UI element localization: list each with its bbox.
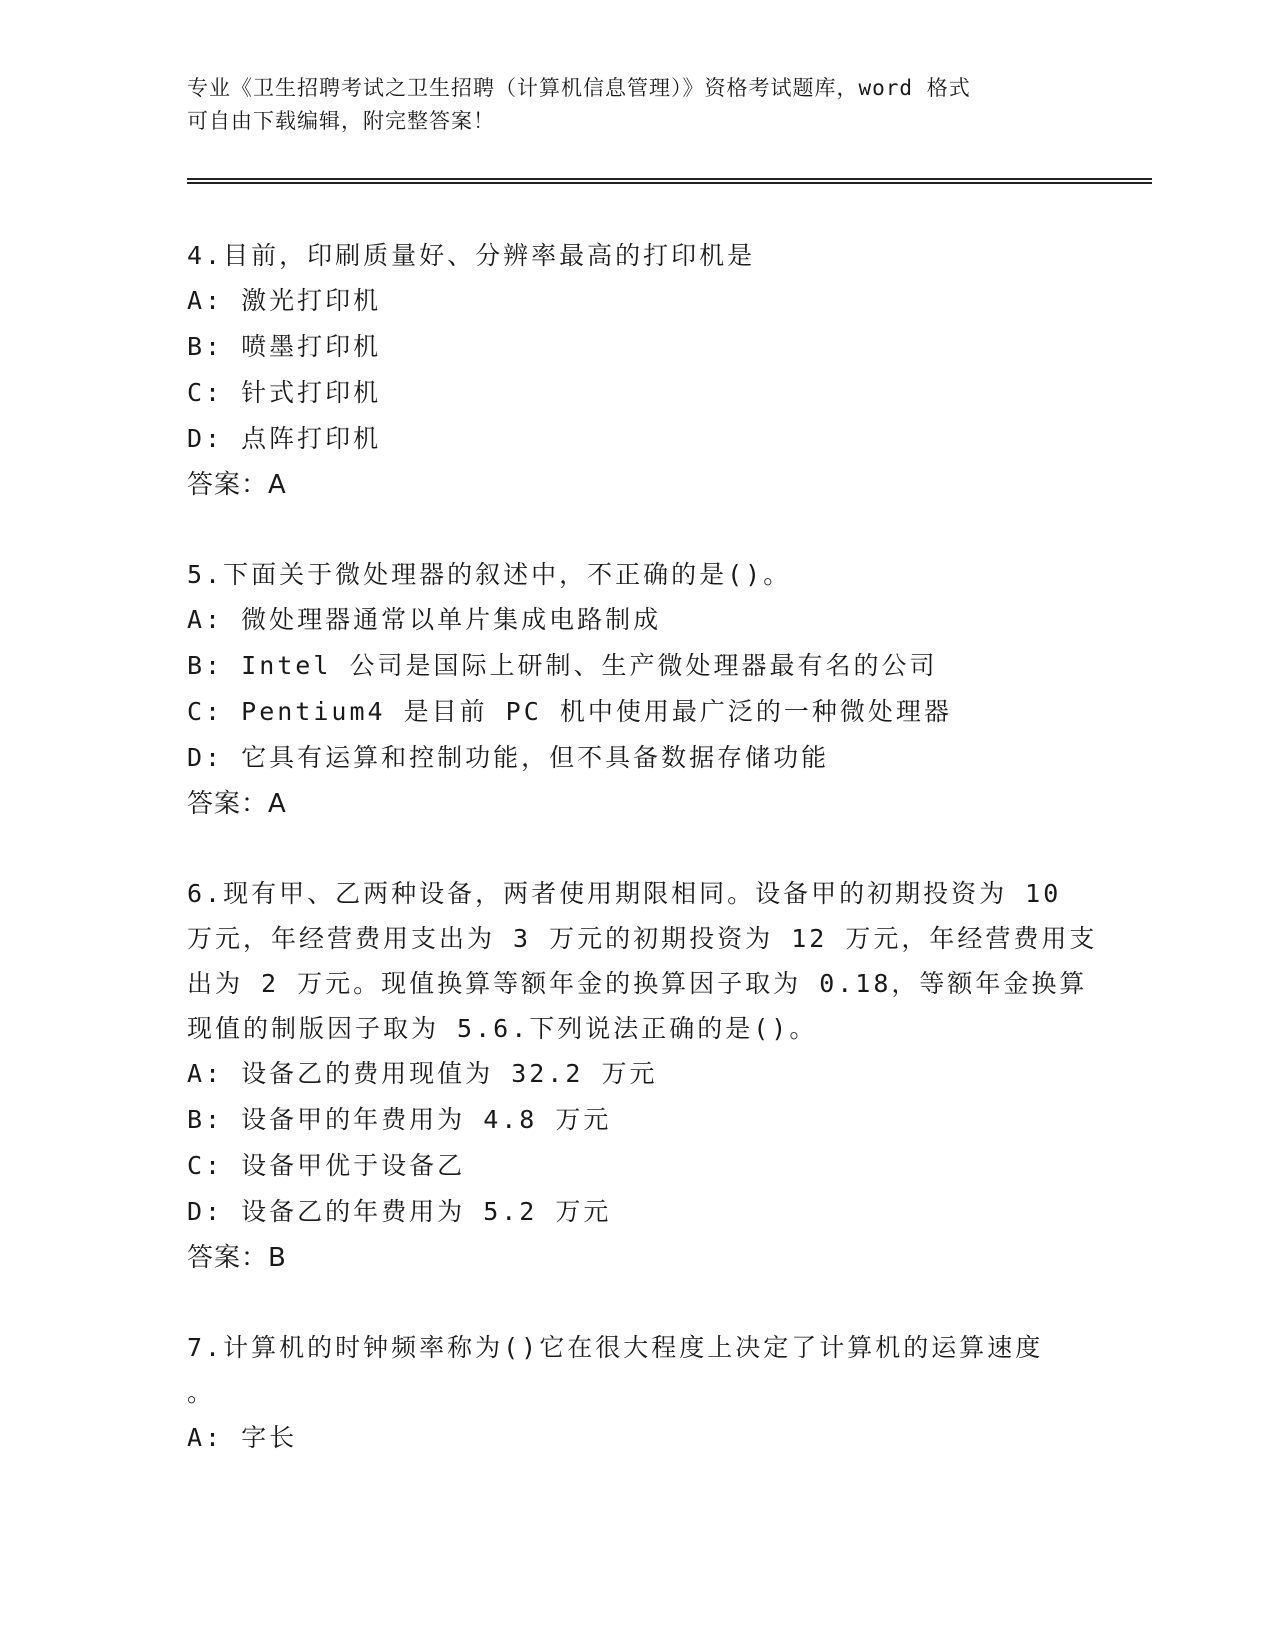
question-7 bbox=[187, 1325, 1087, 1461]
option-b: B: 设备甲的年费用为 4.8 万元 bbox=[187, 1105, 612, 1134]
option-a: A: 字长 bbox=[187, 1423, 298, 1452]
question-5 bbox=[187, 552, 1087, 827]
option-b: B: 喷墨打印机 bbox=[187, 332, 382, 361]
option-c: C: Pentium4 是目前 PC 机中使用最广泛的一种微处理器 bbox=[187, 697, 952, 726]
question-text-line-2: 。 bbox=[187, 1378, 216, 1407]
header-line-1: 专业《卫生招聘考试之卫生招聘（计算机信息管理）》资格考试题库，word 格式 bbox=[187, 76, 971, 100]
option-b: B: Intel 公司是国际上研制、生产微处理器最有名的公司 bbox=[187, 651, 938, 680]
question-text-line-2: 万元，年经营费用支出为 3 万元的初期投资为 12 万元，年经营费用支 bbox=[187, 924, 1098, 953]
question-text: 5.下面关于微处理器的叙述中，不正确的是()。 bbox=[187, 560, 792, 589]
question-text-line-1: 7.计算机的时钟频率称为()它在很大程度上决定了计算机的运算速度 bbox=[187, 1333, 1044, 1362]
question-text: 4.目前，印刷质量好、分辨率最高的打印机是 bbox=[187, 241, 756, 270]
option-d: D: 它具有运算和控制功能，但不具备数据存储功能 bbox=[187, 743, 830, 772]
question-text-line-1: 6.现有甲、乙两种设备，两者使用期限相同。设备甲的初期投资为 10 bbox=[187, 879, 1062, 908]
question-text-line-4: 现值的制版因子取为 5.6.下列说法正确的是()。 bbox=[187, 1014, 818, 1043]
option-d: D: 设备乙的年费用为 5.2 万元 bbox=[187, 1197, 612, 1226]
question-text-line-3: 出为 2 万元。现值换算等额年金的换算因子取为 0.18，等额年金换算 bbox=[187, 969, 1088, 998]
header-double-rule bbox=[187, 178, 1152, 184]
option-c: C: 针式打印机 bbox=[187, 378, 382, 407]
option-c: C: 设备甲优于设备乙 bbox=[187, 1151, 466, 1180]
answer: 答案：A bbox=[187, 789, 287, 819]
option-a: A: 激光打印机 bbox=[187, 286, 382, 315]
answer: 答案：B bbox=[187, 1243, 287, 1273]
document-header bbox=[187, 72, 1067, 138]
question-list bbox=[187, 233, 1098, 1505]
header-line-2: 可自由下载编辑，附完整答案！ bbox=[187, 109, 495, 133]
answer: 答案：A bbox=[187, 470, 287, 500]
option-d: D: 点阵打印机 bbox=[187, 424, 382, 453]
question-4 bbox=[187, 233, 1087, 508]
question-6 bbox=[187, 871, 1098, 1281]
option-a: A: 设备乙的费用现值为 32.2 万元 bbox=[187, 1059, 658, 1088]
option-a: A: 微处理器通常以单片集成电路制成 bbox=[187, 605, 662, 634]
